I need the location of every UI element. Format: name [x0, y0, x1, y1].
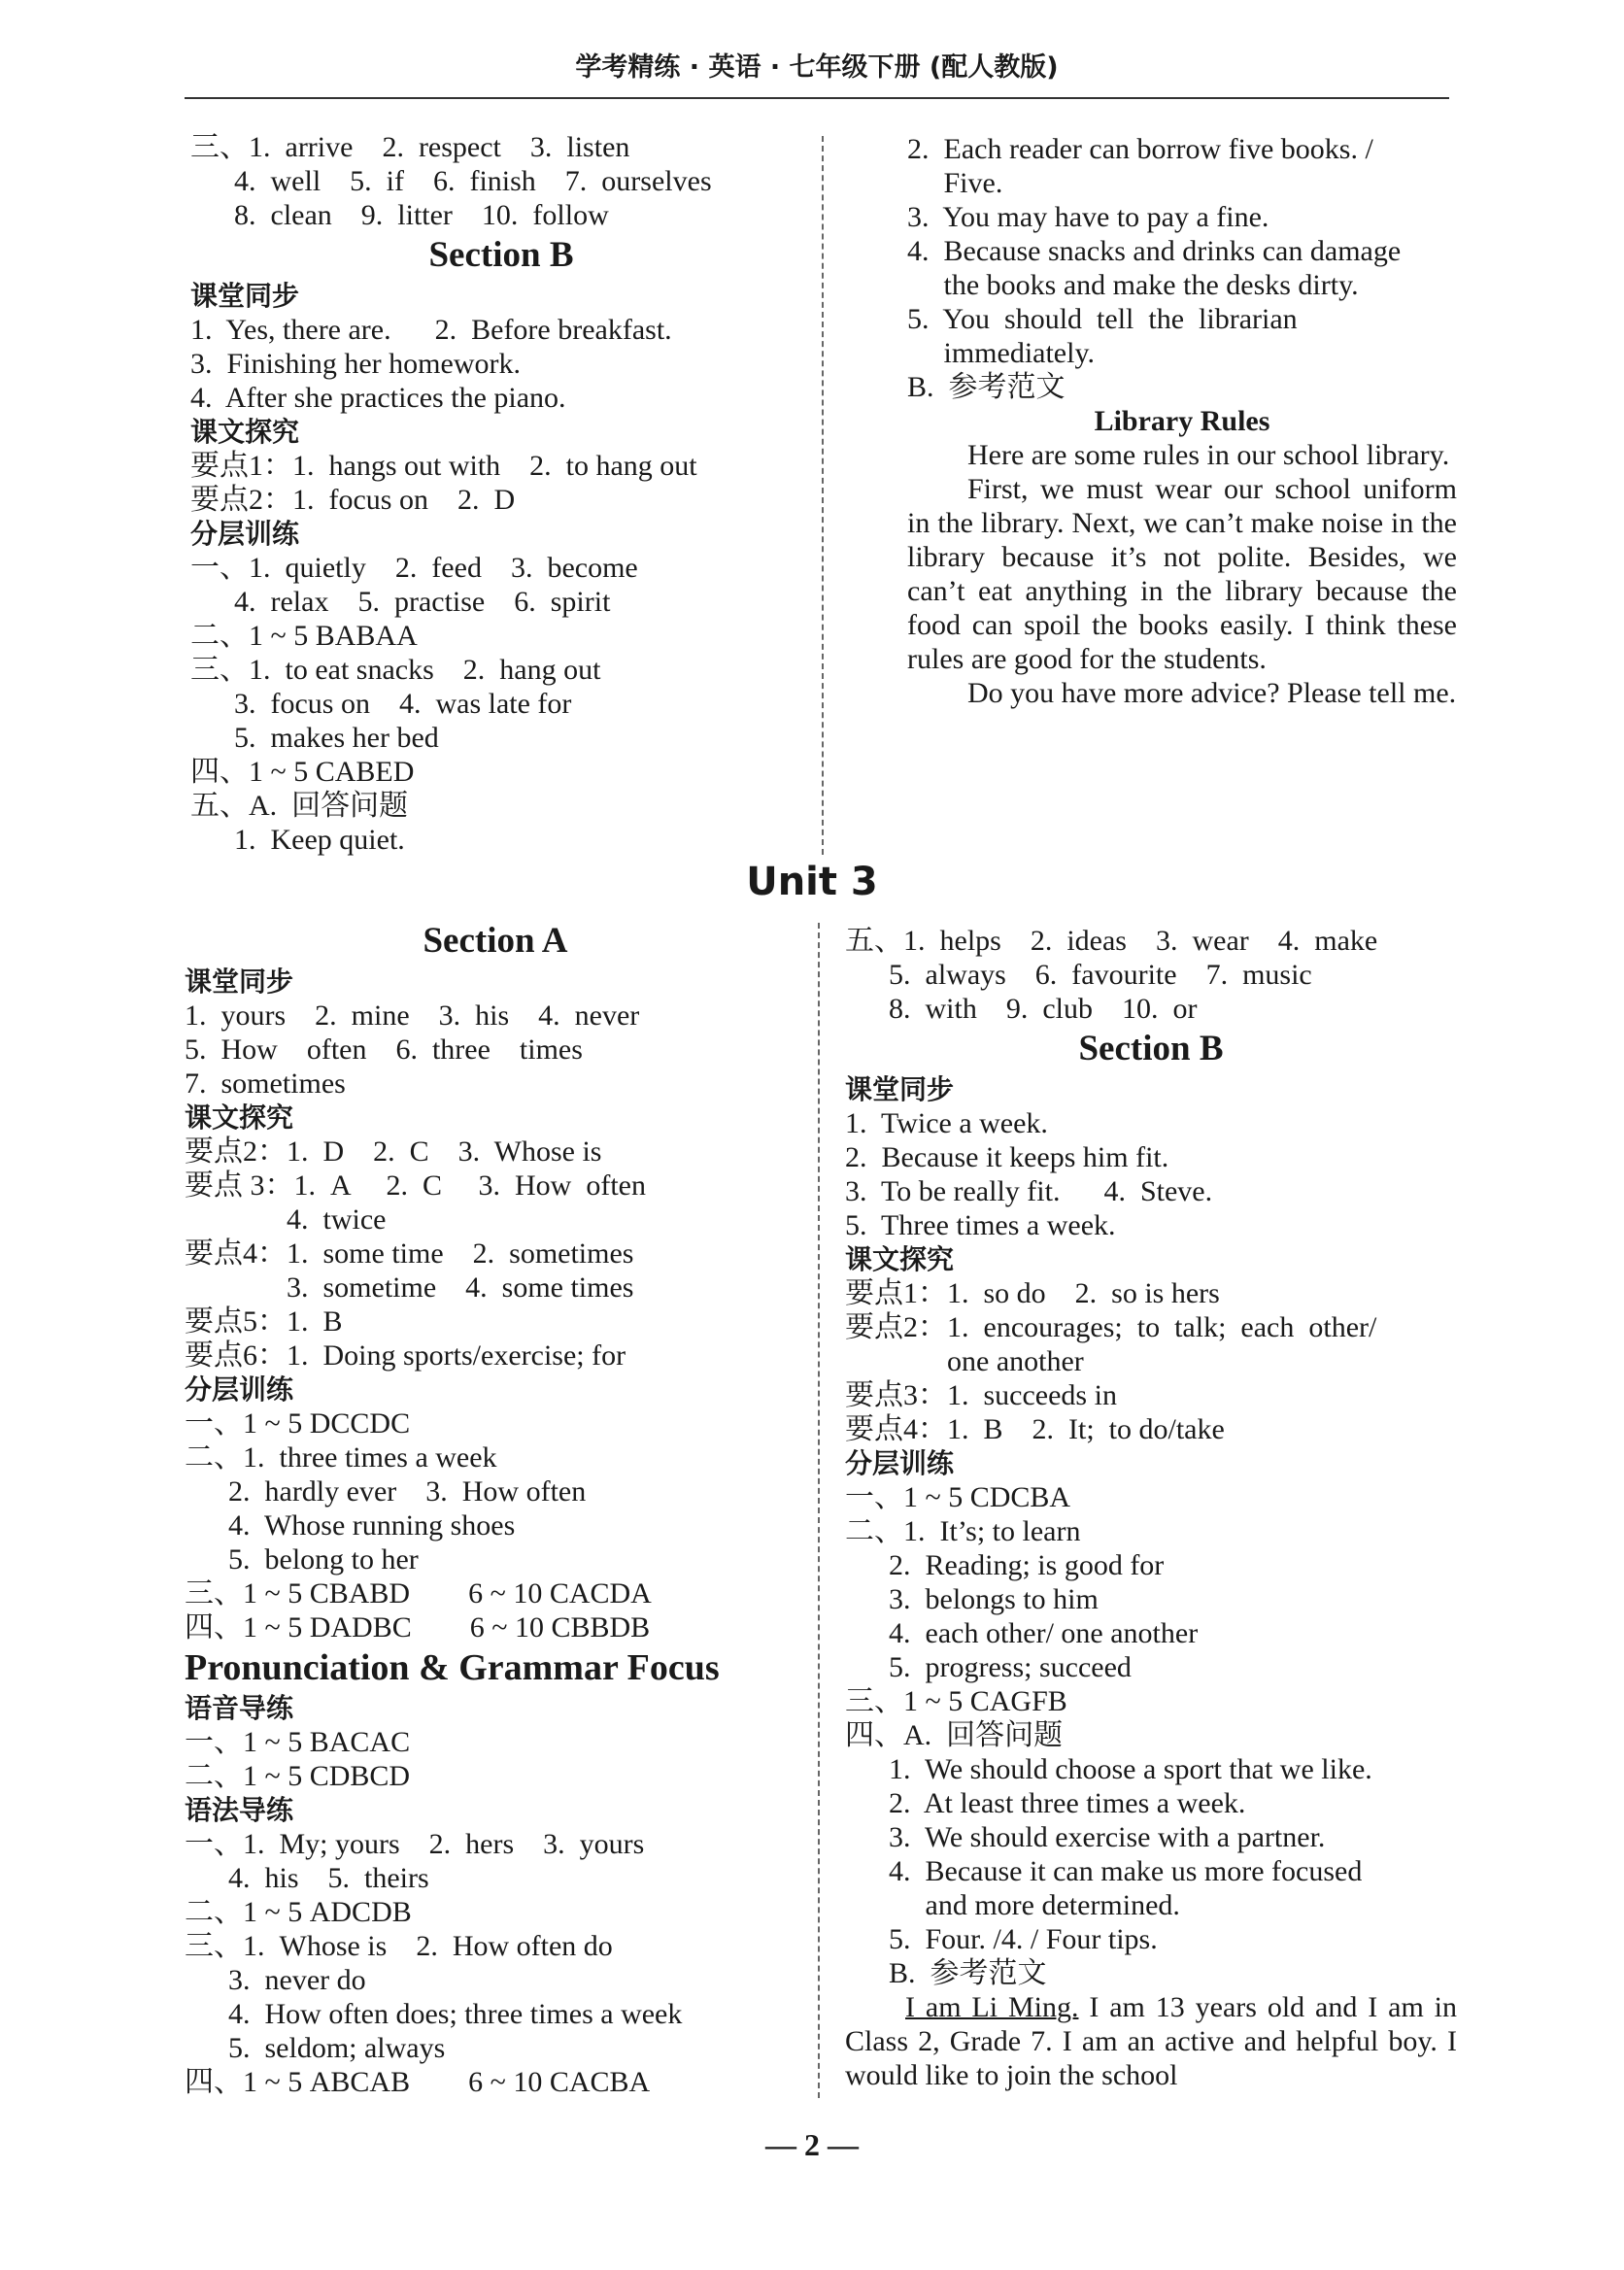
answer-line: 二、1 ~ 5 ADCDB — [185, 1896, 412, 1928]
subsection-heading: 分层训练 — [190, 518, 300, 550]
answer-line: 7. sometimes — [185, 1067, 346, 1100]
answer-line: 二、1. It’s; to learn — [845, 1515, 1081, 1547]
answer-line: 5. How often 6. three times — [185, 1033, 583, 1066]
subsection-heading: 课文探究 — [845, 1243, 955, 1275]
answer-line: 一、1 ~ 5 CDCBA — [845, 1481, 1071, 1513]
subsection-heading: 课堂同步 — [185, 966, 294, 998]
bottom-right-column — [845, 924, 1457, 2092]
subsection-heading: 课文探究 — [185, 1101, 294, 1134]
answer-line: 二、1 ~ 5 CDBCD — [185, 1760, 411, 1792]
answer-line: 4. How often does; three times a week — [185, 1998, 683, 2030]
answer-line: 要点3：1. succeeds in — [845, 1379, 1117, 1411]
essay-title: Library Rules — [1094, 405, 1270, 437]
answer-line: 4. his 5. theirs — [185, 1862, 429, 1894]
essay-paragraph: Here are some rules in our school library. — [967, 439, 1450, 471]
subsection-heading: 语音导练 — [185, 1692, 294, 1724]
answer-line: B. 参考范文 — [845, 1957, 1047, 1989]
answer-line: 5. always 6. favourite 7. music — [845, 959, 1312, 991]
subsection-heading: 分层训练 — [185, 1373, 294, 1406]
column-divider — [822, 136, 824, 855]
answer-line: 4. Because it can make us more focused — [845, 1855, 1363, 1887]
answer-line: 5. Four. /4. / Four tips. — [845, 1923, 1158, 1955]
answer-line: 3. focus on 4. was late for — [190, 688, 572, 720]
answer-line: 3. To be really fit. 4. Steve. — [845, 1175, 1213, 1207]
answer-line: 四、1 ~ 5 ABCAB 6 ~ 10 CACBA — [185, 2066, 651, 2098]
top-right-column — [907, 132, 1457, 710]
answer-line: 三、1. Whose is 2. How often do — [185, 1930, 613, 1962]
answer-line: 五、1. helps 2. ideas 3. wear 4. make — [845, 925, 1378, 957]
answer-line: 3. sometime 4. some times — [185, 1271, 634, 1304]
subsection-heading: 课文探究 — [190, 416, 300, 448]
answer-line: 5. belong to her — [185, 1543, 419, 1575]
answer-line: 1. yours 2. mine 3. his 4. never — [185, 999, 640, 1032]
answer-line: 3. Finishing her homework. — [190, 348, 521, 380]
running-header: 学考精练 · 英语 · 七年级下册 (配人教版) — [185, 47, 1449, 99]
answer-line: 8. clean 9. litter 10. follow — [190, 199, 609, 231]
answer-line: B. 参考范文 — [907, 371, 1066, 403]
section-a-heading: Section A — [423, 921, 568, 961]
answer-line: 3. belongs to him — [845, 1583, 1099, 1615]
section-b-heading: Section B — [428, 235, 574, 275]
answer-line: 4. each other/ one another — [845, 1617, 1199, 1649]
section-b-heading: Section B — [1078, 1029, 1224, 1068]
unit-title: Unit 3 — [746, 860, 878, 904]
answer-line: 三、1 ~ 5 CAGFB — [845, 1685, 1067, 1717]
answer-line: 一、1. quietly 2. feed 3. become — [190, 552, 638, 584]
answer-line: 1. We should choose a sport that we like. — [845, 1753, 1372, 1785]
answer-line: 4. relax 5. practise 6. spirit — [190, 586, 611, 618]
answer-line: 3. You may have to pay a fine. — [907, 201, 1269, 233]
subsection-heading: 课堂同步 — [845, 1073, 955, 1105]
answer-line: 五、A. 回答问题 — [190, 790, 409, 822]
answer-line: 三、1. to eat snacks 2. hang out — [190, 654, 601, 686]
answer-line: 要点2：1. D 2. C 3. Whose is — [185, 1135, 602, 1168]
answer-line: 要点5：1. B — [185, 1305, 343, 1338]
answer-line: 2. Reading; is good for — [845, 1549, 1165, 1581]
answer-line: 2. At least three times a week. — [845, 1787, 1246, 1819]
answer-line: 5. seldom; always — [185, 2032, 446, 2064]
answer-line: 4. Whose running shoes — [185, 1509, 516, 1542]
subsection-heading: 分层训练 — [845, 1447, 955, 1479]
bottom-left-column — [185, 918, 806, 2099]
answer-line: 4. well 5. if 6. finish 7. ourselves — [190, 165, 712, 197]
answer-line: 一、1. My; yours 2. hers 3. yours — [185, 1828, 645, 1860]
answer-line: 要点4：1. some time 2. sometimes — [185, 1237, 634, 1270]
answer-line: 要点2：1. encourages; to talk; each other/ — [845, 1311, 1377, 1343]
answer-line: 三、1 ~ 5 CBABD 6 ~ 10 CACDA — [185, 1577, 652, 1609]
answer-line: 2. hardly ever 3. How often — [185, 1475, 587, 1508]
answer-line: the books and make the desks dirty. — [907, 269, 1359, 301]
underlined-sentence: I am Li Ming. — [905, 1991, 1079, 2023]
answer-line: 四、1 ~ 5 CABED — [190, 756, 415, 788]
essay-paragraph: First, we must wear our school uniform in the library. Next, we can’t make noise in the library because it’s not polite. Besides, we can’t eat anything in the library because the food can spoil the books easily. I think these rules are good for the students. — [907, 473, 1457, 675]
essay-text: I am 13 years old and I am in Class 2, Grade 7. I am an active and helpful boy. I would like to join the school — [845, 1991, 1458, 2091]
answer-line: 要点1：1. so do 2. so is hers — [845, 1277, 1220, 1309]
answer-line: 1. Twice a week. — [845, 1107, 1048, 1139]
answer-line: 一、1 ~ 5 BACAC — [185, 1726, 411, 1758]
answer-line: 8. with 9. club 10. or — [845, 993, 1198, 1025]
answer-line: 5. You should tell the librarian — [907, 303, 1298, 335]
answer-line: 三、1. arrive 2. respect 3. listen — [190, 131, 630, 163]
answer-line: 1. Keep quiet. — [190, 824, 405, 856]
answer-line: Five. — [907, 167, 1003, 199]
pgf-heading: Pronunciation & Grammar Focus — [185, 1647, 720, 1688]
top-left-column — [190, 130, 812, 857]
answer-line: one another — [845, 1345, 1084, 1377]
answer-line: immediately. — [907, 337, 1096, 369]
subsection-heading: 语法导练 — [185, 1794, 294, 1826]
subsection-heading: 课堂同步 — [190, 280, 300, 312]
answer-line: 1. Yes, there are. 2. Before breakfast. — [190, 314, 672, 346]
essay-paragraph — [845, 1990, 1457, 2092]
answer-line: 5. Three times a week. — [845, 1209, 1116, 1241]
answer-line: 5. makes her bed — [190, 722, 439, 754]
answer-line: 2. Each reader can borrow five books. / — [907, 133, 1373, 165]
answer-line: 二、1. three times a week — [185, 1441, 497, 1474]
answer-line: 要点4：1. B 2. It; to do/take — [845, 1413, 1225, 1445]
answer-line: 4. twice — [185, 1203, 387, 1236]
answer-line: 要点2：1. focus on 2. D — [190, 484, 516, 516]
answer-line: 3. never do — [185, 1964, 366, 1996]
answer-line: 二、1 ~ 5 BABAA — [190, 620, 418, 652]
answer-line: 要点 3：1. A 2. C 3. How often — [185, 1169, 646, 1202]
answer-line: and more determined. — [845, 1889, 1180, 1921]
answer-line: 要点6：1. Doing sports/exercise; for — [185, 1339, 626, 1372]
answer-line: 4. After she practices the piano. — [190, 382, 566, 414]
answer-line: 四、1 ~ 5 DADBC 6 ~ 10 CBBDB — [185, 1611, 651, 1643]
answer-line: 一、1 ~ 5 DCCDC — [185, 1407, 411, 1440]
answer-line: 要点1：1. hangs out with 2. to hang out — [190, 450, 697, 482]
answer-line: 四、A. 回答问题 — [845, 1719, 1064, 1751]
column-divider — [818, 923, 820, 2098]
answer-line: 4. Because snacks and drinks can damage — [907, 235, 1402, 267]
answer-line: 2. Because it keeps him fit. — [845, 1141, 1169, 1173]
page-number: — 2 — — [765, 2127, 859, 2162]
answer-line: 5. progress; succeed — [845, 1651, 1132, 1683]
answer-line: 3. We should exercise with a partner. — [845, 1821, 1326, 1853]
essay-paragraph: Do you have more advice? Please tell me. — [967, 677, 1457, 709]
